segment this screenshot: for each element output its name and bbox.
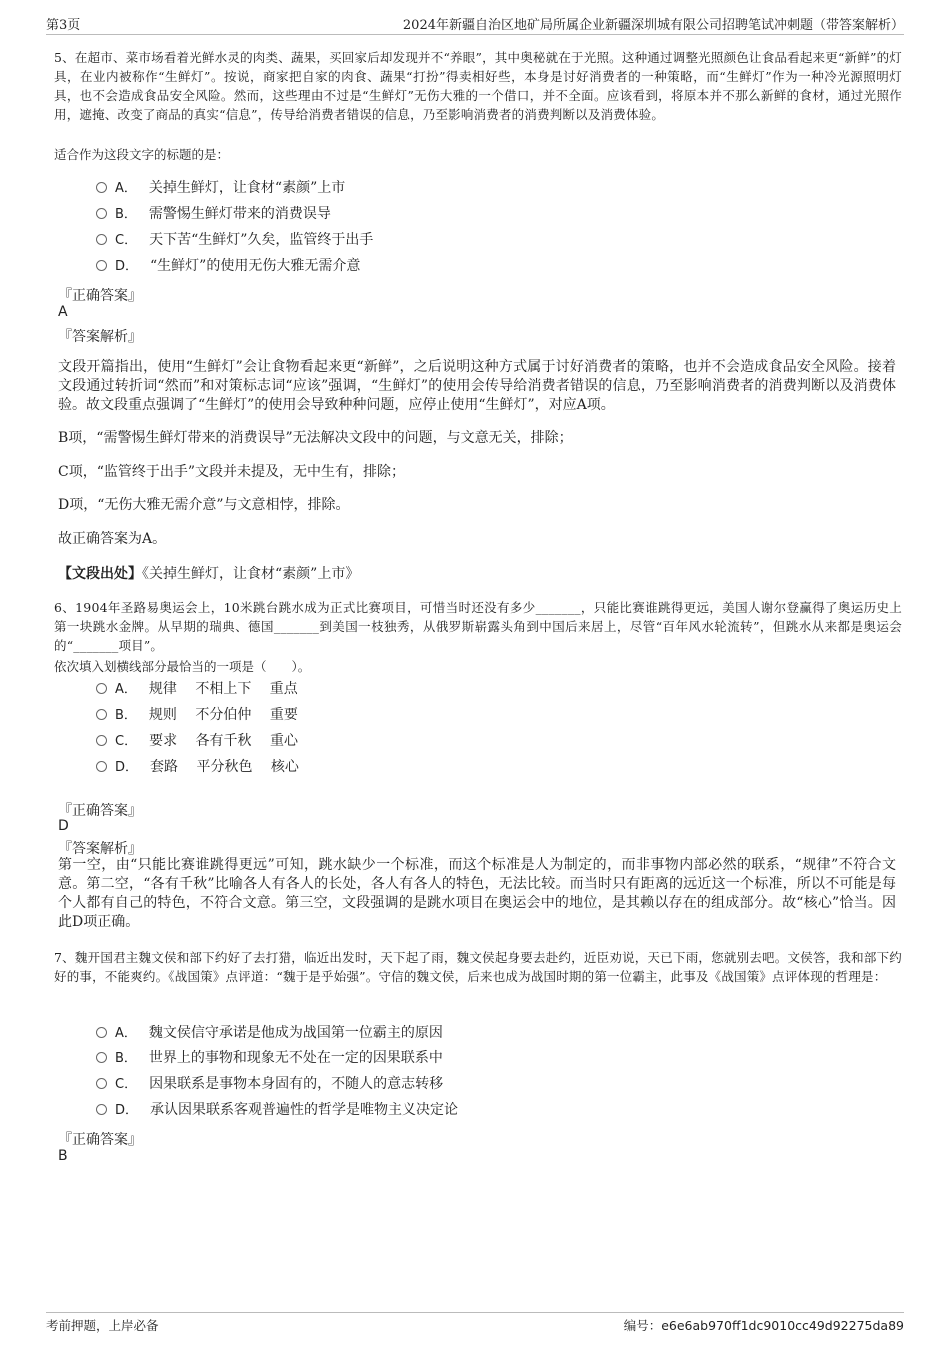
question-7-option-d[interactable]: D． 承认因果联系客观普遍性的哲学是唯物主义决定论 [96, 1100, 458, 1121]
page-footer [46, 1312, 904, 1333]
question-5-analysis-c: C项，“监管终于出手”文段并未提及，无中生有，排除； [58, 464, 406, 480]
radio-icon[interactable] [96, 761, 107, 772]
question-5-text: 5、在超市、菜市场看着光鲜水灵的肉类、蔬果，买回家后却发现并不“养眼”，其中奥秘就在于光照。这种通过调整光照颜色让食品看起来更“新鲜”的灯具，在业内被称作“生鲜灯”。按说，商家把自家的肉食、蔬果“打扮”得卖相好些，本身是讨好消费者的一种策略，而“生鲜灯”作为一种冷光源照明灯具，也不会造成食品安全风险。然而，这些理由不过是“生鲜灯”无伤大雅的一个借口，并不全面。应该看到，将原本并不那么新鲜的食材，通过光照作用，遮掩、改变了商品的真实“信息”，传导给消费者错误的信息，乃至影响消费者的消费判断以及消费体验。 [54, 50, 902, 122]
radio-icon[interactable] [96, 735, 107, 746]
question-7-answer: B [58, 1148, 68, 1164]
radio-icon[interactable] [96, 1078, 107, 1089]
question-5-analysis-b: B项，“需警惕生鲜灯带来的消费误导”无法解决文段中的问题，与文意无关，排除； [58, 430, 573, 446]
question-5-analysis-main: 文段开篇指出，使用“生鲜灯”会让食物看起来更“新鲜”，之后说明这种方式属于讨好消费者的策略，也并不会造成食品安全风险。接着文段通过转折词“然而”和对策标志词“应该”强调，“生鲜灯”的使用会传导给消费者错误的信息，乃至影响消费者的消费判断以及消费体验。故文段重点强调了“生鲜灯”的使用会导致种种问题，应停止使用“生鲜灯”，对应A项。 [58, 359, 896, 413]
radio-icon[interactable] [96, 1027, 107, 1038]
document-title: 2024年新疆自治区地矿局所属企业新疆深圳城有限公司招聘笔试冲刺题（带答案解析） [402, 18, 904, 33]
question-5-analysis-label: 『答案解析』 [58, 329, 142, 345]
question-7-text: 7、魏开国君主魏文侯和部下约好了去打猎，临近出发时，天下起了雨，魏文侯起身要去赴约，近臣劝说，天已下雨，您就别去吧。文侯答，我和部下约好的事，不能爽约。《战国策》点评道：“魏于是乎始强”。守信的魏文侯，后来也成为战国时期的第一位霸主，此事及《战国策》点评体现的哲理是： [54, 950, 902, 984]
question-5-analysis-d: D项，“无伤大雅无需介意”与文意相悖，排除。 [58, 497, 350, 513]
question-5-prompt: 适合作为这段文字的标题的是： [54, 147, 230, 162]
question-5-source: 【文段出处】《关掉生鲜灯，让食材“素颜”上市》 [58, 566, 360, 582]
footer-slogan: 考前押题，上岸必备 [46, 1318, 159, 1333]
radio-icon[interactable] [96, 709, 107, 720]
question-5-option-b[interactable]: B． 需警惕生鲜灯带来的消费误导 [96, 204, 331, 225]
question-5-option-c[interactable]: C． 天下苦“生鲜灯”久矣，监管终于出手 [96, 230, 373, 251]
radio-icon[interactable] [96, 1052, 107, 1063]
question-6-prompt: 依次填入划横线部分最恰当的一项是（ ）。 [54, 659, 311, 674]
question-7-option-b[interactable]: B． 世界上的事物和现象无不处在一定的因果联系中 [96, 1048, 443, 1069]
question-7-option-c[interactable]: C． 因果联系是事物本身固有的，不随人的意志转移 [96, 1074, 443, 1095]
question-6-option-d[interactable]: D． 套路 平分秋色 核心 [96, 757, 299, 778]
question-5-answer-label: 『正确答案』 [58, 288, 142, 304]
question-6-option-c[interactable]: C． 要求 各有千秋 重心 [96, 731, 298, 752]
radio-icon[interactable] [96, 182, 107, 193]
radio-icon[interactable] [96, 234, 107, 245]
question-5-option-d[interactable]: D． “生鲜灯”的使用无伤大雅无需介意 [96, 256, 360, 277]
question-5-answer: A [58, 304, 68, 320]
radio-icon[interactable] [96, 683, 107, 694]
question-7-option-a[interactable]: A． 魏文侯信守承诺是他成为战国第一位霸主的原因 [96, 1023, 443, 1044]
question-5-option-a[interactable]: A． 关掉生鲜灯，让食材“素颜”上市 [96, 178, 345, 199]
question-6-answer: D [58, 818, 69, 834]
question-6-text: 6、1904年圣路易奥运会上，10米跳台跳水成为正式比赛项目，可惜当时还没有多少_______，只能比赛谁跳得更远，美国人谢尔登赢得了奥运历史上第一块跳水金牌。从早期的瑞典、德国_______到美国一枝独秀，从俄罗斯崭露头角到中国后来居上，尽管“百年风水轮流转”，但跳水从来都是奥运会的“_______项目”。 [54, 600, 902, 653]
radio-icon[interactable] [96, 1104, 107, 1115]
question-7-answer-label: 『正确答案』 [58, 1132, 142, 1148]
radio-icon[interactable] [96, 208, 107, 219]
question-6-analysis: 第一空，由“只能比赛谁跳得更远”可知，跳水缺少一个标准，而这个标准是人为制定的，而非事物内部必然的联系，“规律”不符合文意。第二空，“各有千秋”比喻各人有各人的长处，各人有各人的特色，无法比较。而当时只有距离的远近这一个标准，所以不可能是每个人都有自己的特色，不符合文意。第三空，文段强调的是跳水项目在奥运会中的地位，是其赖以存在的组成部分。故“核心”恰当。因此D项正确。 [58, 857, 896, 930]
question-6-option-a[interactable]: A． 规律 不相上下 重点 [96, 679, 298, 700]
radio-icon[interactable] [96, 260, 107, 271]
footer-serial: 编号：e6e6ab970ff1dc9010cc49d92275da89 [623, 1318, 904, 1333]
question-6-option-b[interactable]: B． 规则 不分伯仲 重要 [96, 705, 298, 726]
question-5-analysis-conclusion: 故正确答案为A。 [58, 531, 167, 547]
page-number: 第3页 [46, 18, 81, 33]
question-6-analysis-label: 『答案解析』 [58, 841, 142, 857]
question-6-answer-label: 『正确答案』 [58, 803, 142, 819]
page-header [46, 14, 904, 35]
